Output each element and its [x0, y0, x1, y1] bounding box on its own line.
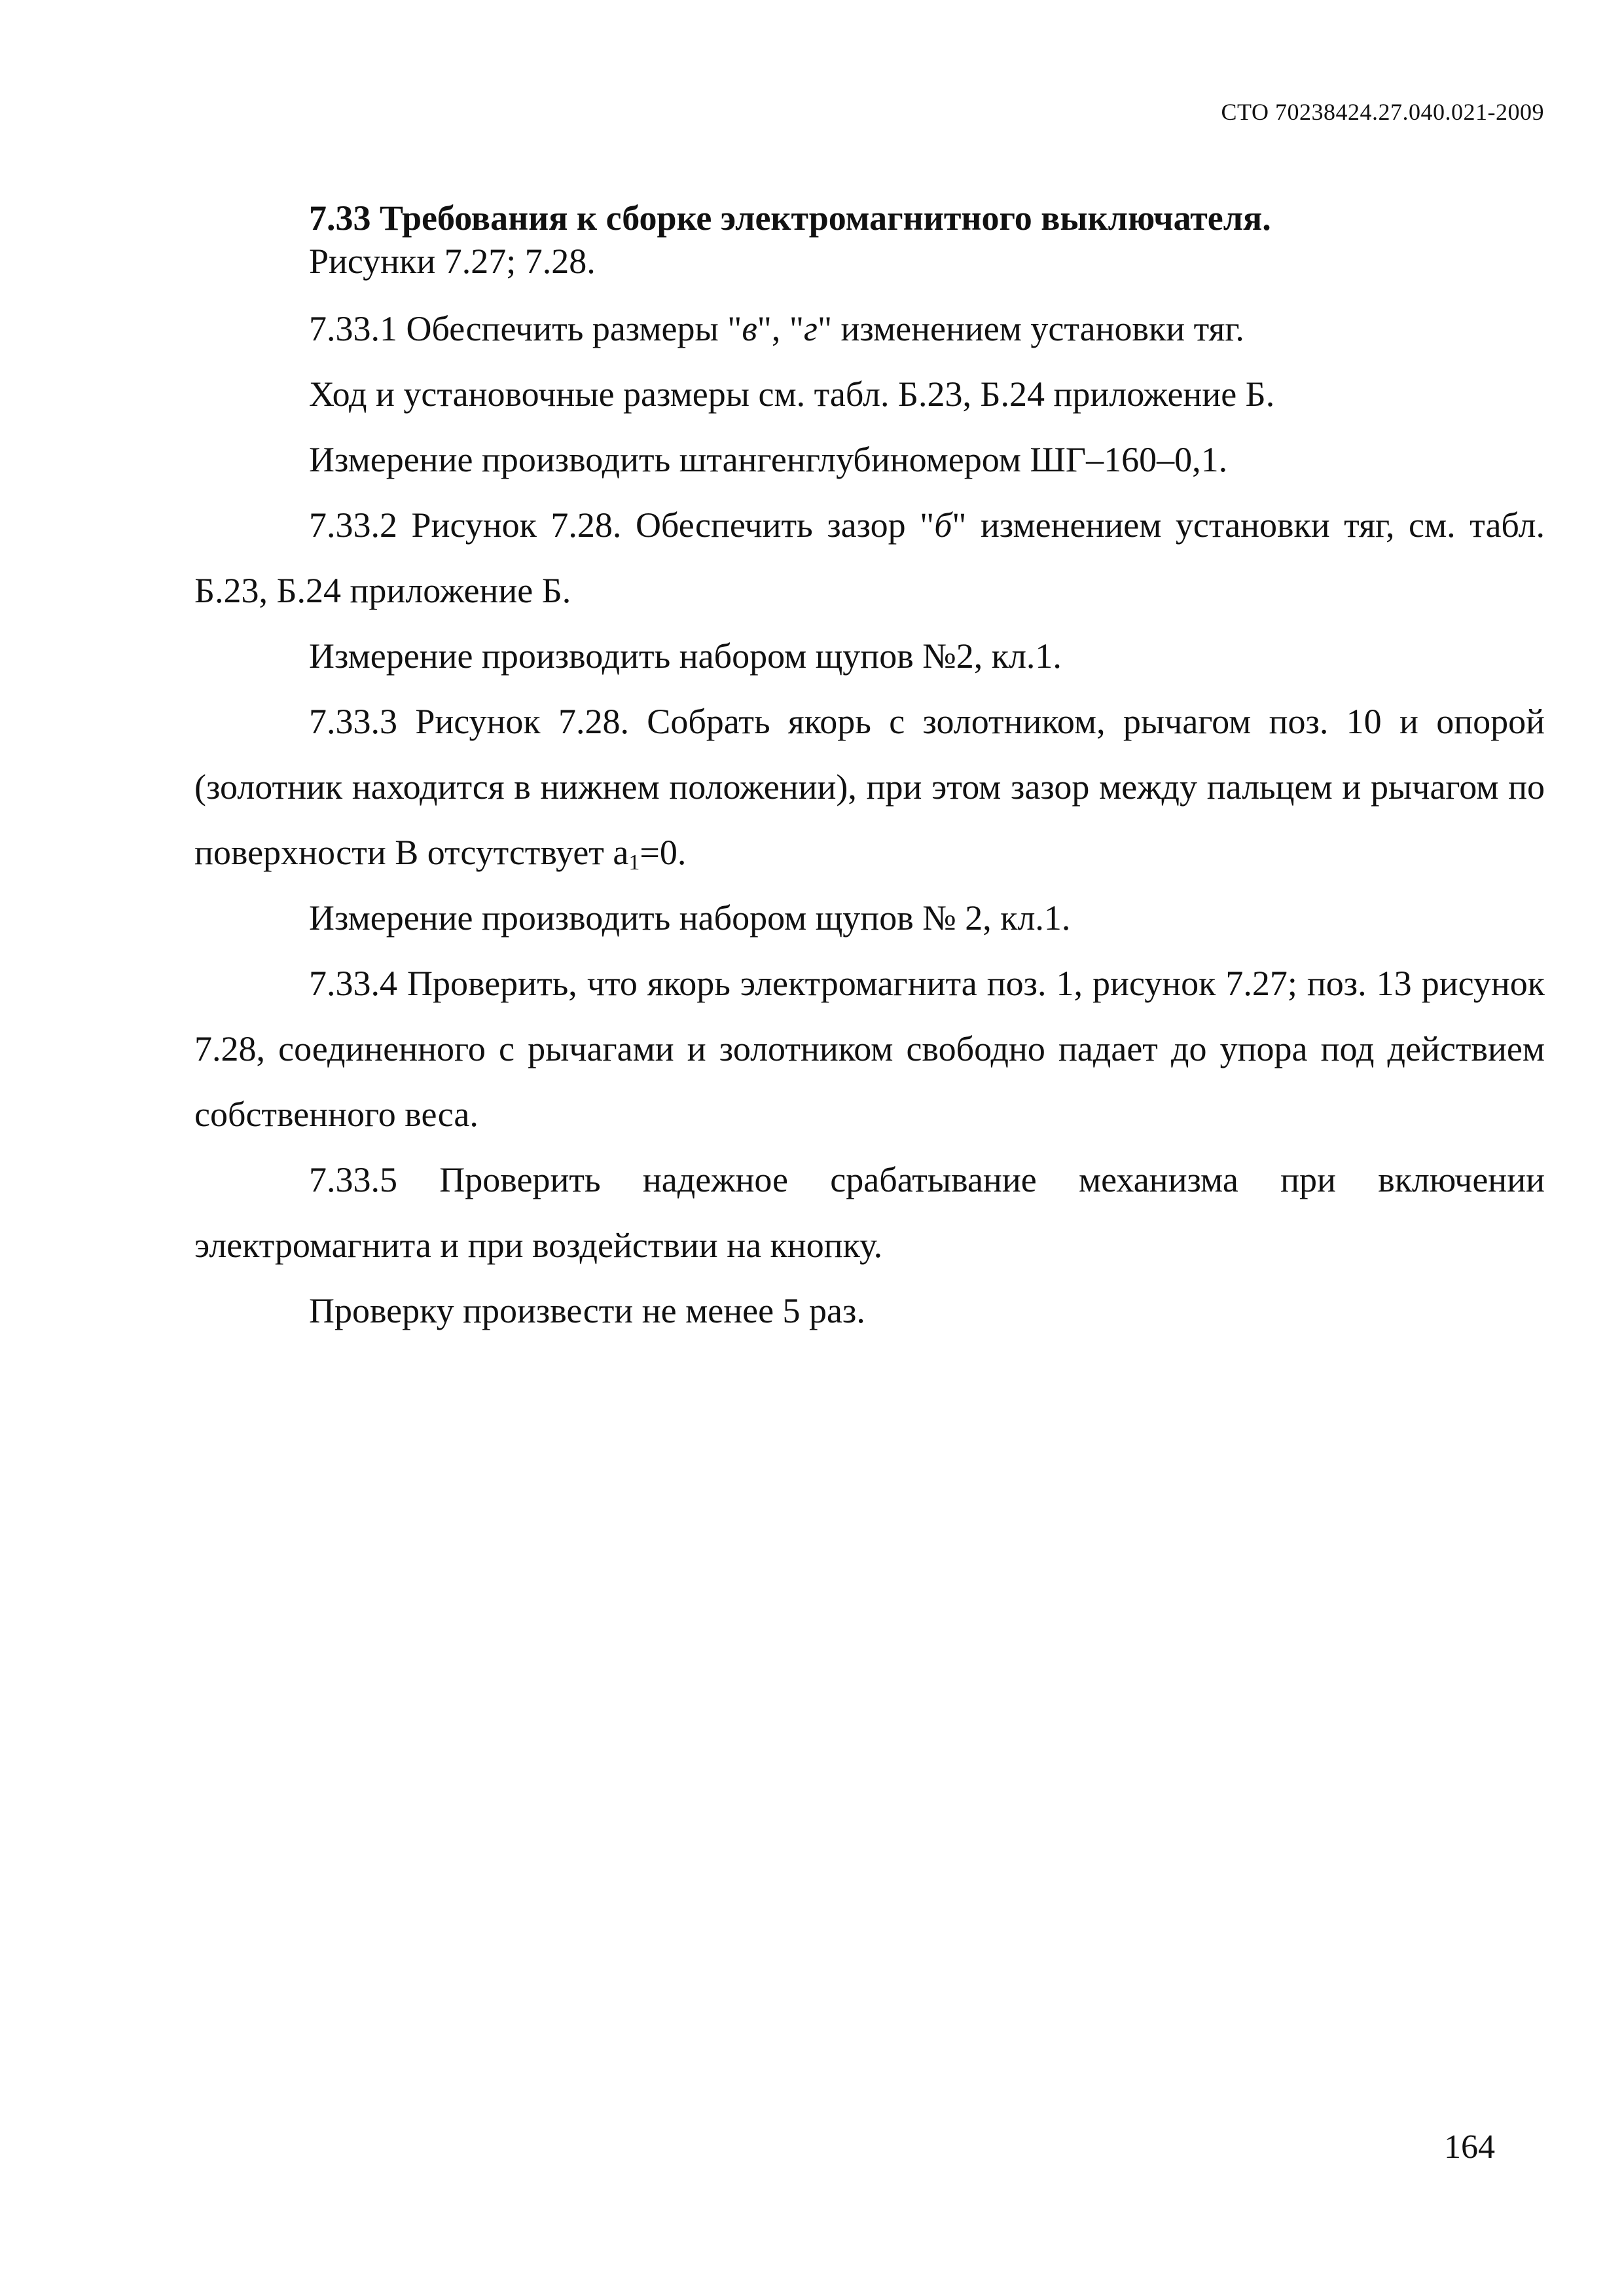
paragraph-text: 7.33.3 Рисунок 7.28. Собрать якорь с золотником, рычагом поз. 10 и опорой (золотник находится в нижнем положении), при этом зазор между пальцем и рычагом по поверхности В отсутствует а [194, 702, 1545, 872]
paragraph-7-33-3 [194, 689, 1545, 885]
paragraph-7-33-1 [194, 296, 1545, 361]
paragraph-text: ", " [757, 309, 804, 348]
paragraph-7-33-4: 7.33.4 Проверить, что якорь электромагнита поз. 1, рисунок 7.27; поз. 13 рисунок 7.28, соединенного с рычагами и золотником свободно падает до упора под действием собственного веса. [194, 964, 1545, 1134]
dimension-v: в [742, 309, 757, 348]
section-title: 7.33 Требования к сборке электромагнитного выключателя. [309, 198, 1271, 238]
paragraph-text: 7.33.2 Рисунок 7.28. Обеспечить зазор " [309, 505, 935, 545]
gap-b: б [934, 505, 952, 545]
paragraph-text: " изменением установки тяг. [817, 309, 1244, 348]
dimension-g: г [803, 309, 818, 348]
paragraph-text: 7.33.1 Обеспечить размеры " [309, 309, 742, 348]
page-number: 164 [1444, 2128, 1495, 2166]
paragraph-measurement-feeler-set: Измерение производить набором щупов №2, кл.1. [309, 636, 1062, 676]
paragraph-check-count: Проверку произвести не менее 5 раз. [309, 1291, 865, 1330]
paragraph-measurement-feeler-set-2: Измерение производить набором щупов № 2, кл.1. [309, 898, 1071, 938]
document-code: СТО 70238424.27.040.021-2009 [1221, 99, 1544, 125]
section-figures-reference: Рисунки 7.27; 7.28. [309, 242, 596, 281]
paragraph-stroke-dimensions: Ход и установочные размеры см. табл. Б.23, Б.24 приложение Б. [309, 374, 1275, 414]
paragraph-text: =0. [640, 833, 687, 872]
paragraph-text: " изменением установки тяг, см. табл. Б.23, Б.24 приложение Б. [194, 505, 1545, 610]
paragraph-7-33-5: 7.33.5 Проверить надежное срабатывание механизма при включении электромагнита и при воздействии на кнопку. [194, 1160, 1545, 1265]
subscript-index: 1 [628, 850, 640, 875]
paragraph-7-33-2 [194, 492, 1545, 623]
section-heading [194, 196, 1545, 240]
paragraph-measurement-depth-gauge: Измерение производить штангенглубиномером ШГ–160–0,1. [309, 440, 1228, 479]
page-body [194, 196, 1545, 1343]
